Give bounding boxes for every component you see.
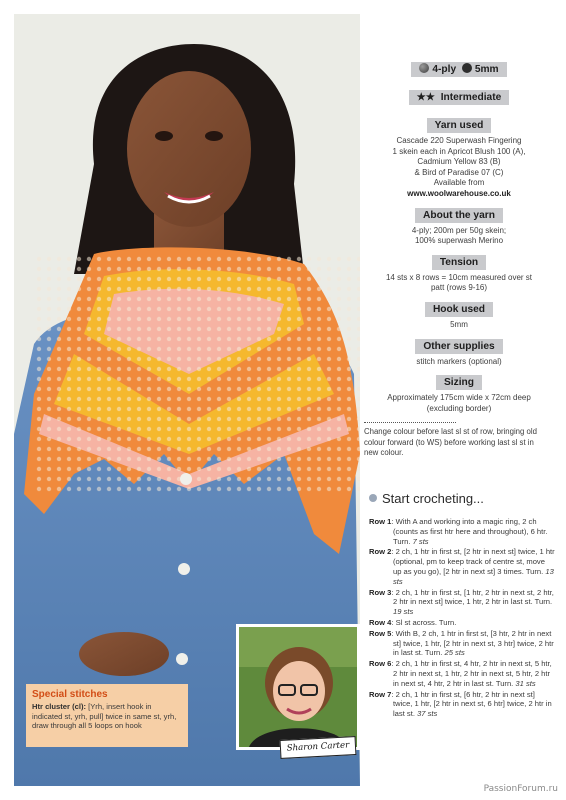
supplier-website[interactable]: www.woolwarehouse.co.uk [407,188,511,198]
yarn-used-heading: Yarn used [427,118,492,133]
sizing-line: Approximately 175cm wide x 72cm deep [387,393,531,403]
other-supplies-section [364,339,554,368]
about-yarn-line: 100% superwash Merino [414,236,504,246]
row-stitch-count: 19 sts [393,607,414,617]
hook-size-label: 5mm [474,64,499,75]
ply-hook-badge-row [364,62,554,77]
tension-line: patt (rows 9-16) [430,283,488,293]
pattern-row [369,588,555,617]
special-stitches-box [26,684,188,747]
row-text: : 2 ch, 1 htr in first st, 4 htr, 2 htr in next st, 5 htr, 2 htr in next st, 1 htr, 2 htr in next st, 5 htr, 2 htr in next st, 4 htr, 2 htr in last st. Turn. [391,659,552,688]
pattern-row [369,659,555,688]
special-stitches-term: Htr cluster (cl): [32,702,87,711]
special-stitches-description: [Yrh, insert hook in indicated st, yrh, pull] twice in same st, yrh, draw through all 5 loops on hook [32,702,177,731]
ply-hook-badge [411,62,506,77]
start-crocheting-heading [369,491,484,506]
row-label: Row 1 [369,517,392,526]
hook-used-section [364,302,554,331]
row-stitch-count: 7 sts [412,536,429,546]
hook-icon [462,63,472,73]
pattern-info-column [364,62,554,458]
row-label: Row 3 [369,587,392,597]
row-stitch-count: 25 sts [444,648,465,658]
special-stitches-text [32,702,182,731]
yarn-used-line: Cascade 220 Superwash Fingering [396,136,522,145]
watermark: PassionForum.ru [483,784,558,794]
yarn-ball-icon [419,63,429,73]
sizing-heading: Sizing [436,375,482,390]
row-text: : With A and working into a magic ring, 2 ch (counts as first htr here and throughout), 6 htr. Turn. [391,517,548,546]
start-crocheting-label: Start crocheting... [382,491,484,506]
tension-heading: Tension [432,255,486,270]
hook-used-heading: Hook used [425,302,493,317]
pattern-row [369,517,555,546]
level-badge-row [364,90,554,105]
row-text: : Sl st across. Turn. [391,617,457,627]
row-label: Row 4 [369,617,392,627]
other-supplies-line: stitch markers (optional) [416,356,502,366]
pattern-row [369,618,555,628]
designer-portrait [239,627,357,747]
row-text: : 2 ch, 1 htr in first st, [2 htr in next st] twice, 1 htr (optional, pm to keep track of centre st, move up as you go), [2 htr in next st] 3 times. Turn. [391,547,555,576]
row-stitch-count: 31 sts [515,678,536,688]
yarn-used-line: & Bird of Paradise 07 (C) [414,167,504,177]
level-label: Intermediate [440,92,502,103]
row-label: Row 2 [369,547,392,557]
dotted-divider [364,422,456,423]
row-text: : 2 ch, 1 htr in first st, [1 htr, 2 htr in next st, 2 htr, 2 htr in next st] twice, 1 htr, 2 htr in last st. Turn. [391,587,554,607]
colour-change-note: Change colour before last sl st of row, bringing old colour forward (to WS) before working last sl st in new colour. [364,427,537,457]
pattern-rows [369,517,555,720]
row-text: : With B, 2 ch, 1 htr in first st, [3 htr, 2 htr in next st] twice, 1 htr, [2 htr in next st, 3 htr] twice, 2 htr in last st. Turn. [391,628,554,658]
yarn-used-line: 1 skein each in Apricot Blush 100 (A), [392,146,526,156]
yarn-used-line: Available from [433,178,485,188]
row-label: Row 5 [369,628,392,638]
bullet-icon [369,494,377,502]
about-yarn-line: 4-ply; 200m per 50g skein; [411,225,507,235]
designer-photo [236,624,360,750]
designer-name-tag: Sharon Carter [280,736,357,759]
row-label: Row 7 [369,689,392,699]
hook-used-line: 5mm [450,319,468,329]
sizing-line: (excluding border) [426,403,492,413]
ply-label: 4-ply [432,64,457,75]
yarn-used-section [364,118,554,200]
yarn-used-line: Cadmium Yellow 83 (B) [417,157,501,167]
pattern-row [369,690,555,719]
sizing-section [364,375,554,414]
level-badge [409,90,510,105]
pattern-row [369,629,555,658]
row-stitch-count: 13 sts [393,566,554,586]
about-yarn-heading: About the yarn [415,208,503,223]
row-stitch-count: 37 sts [417,709,438,719]
about-yarn-section [364,208,554,247]
other-supplies-heading: Other supplies [415,339,502,354]
special-stitches-heading: Special stitches [32,689,108,700]
tension-section [364,255,554,294]
tension-line: 14 sts x 8 rows = 10cm measured over st [385,272,533,282]
row-text: : 2 ch, 1 htr in first st, [6 htr, 2 htr in next st] twice, 1 htr, [2 htr in next st, 6 htr] twice, 2 htr in last st. [391,689,552,719]
row-label: Row 6 [369,659,392,669]
star-icon: ★★ [416,92,436,103]
pattern-row [369,547,555,586]
